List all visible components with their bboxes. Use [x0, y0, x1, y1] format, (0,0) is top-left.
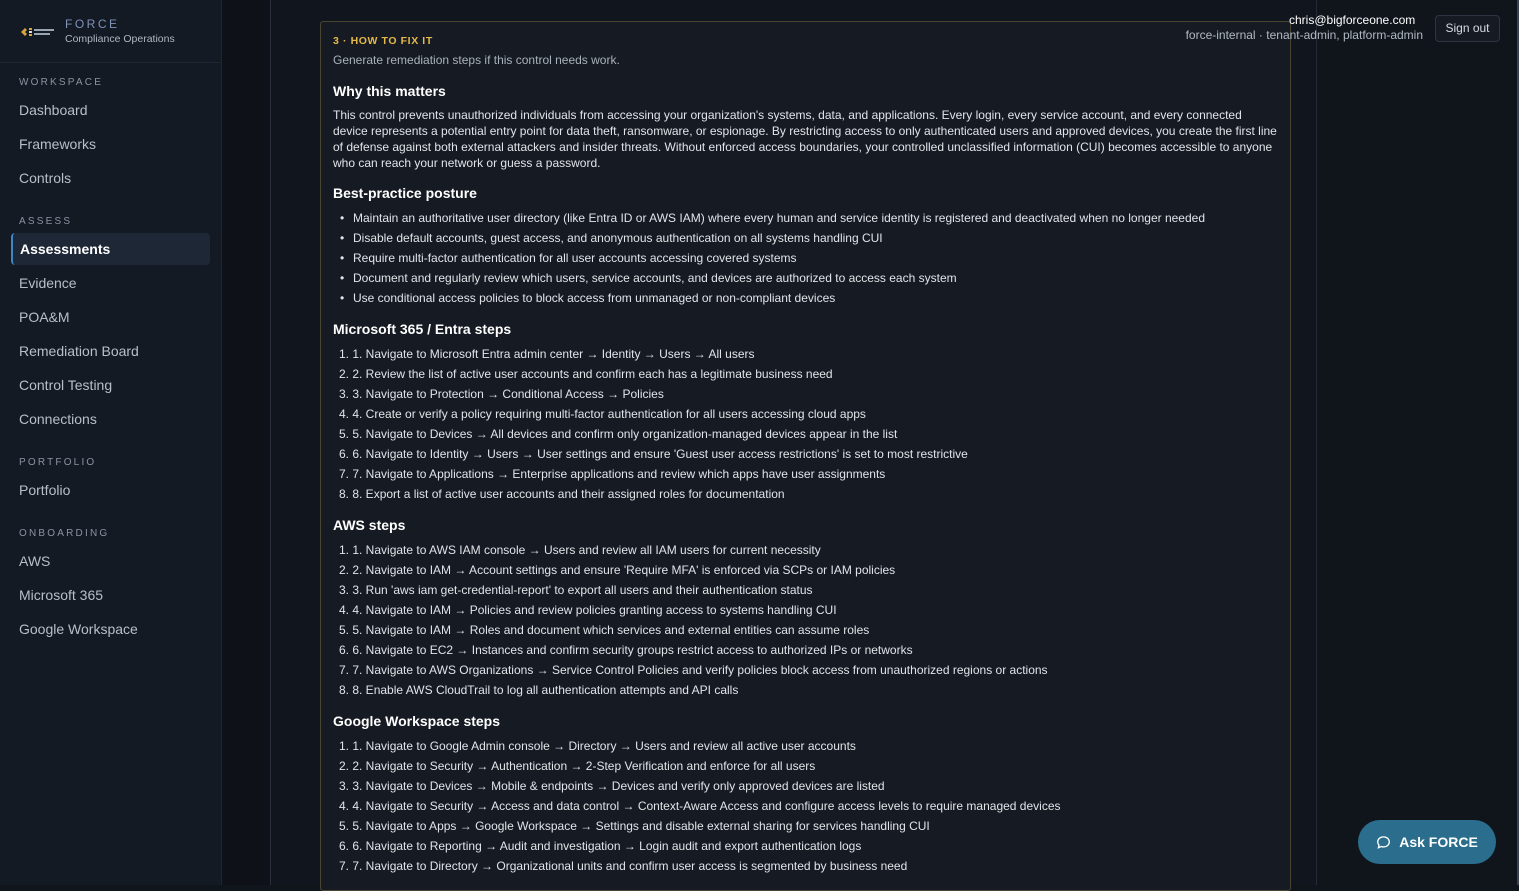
ask-force-button[interactable]: [1358, 820, 1496, 864]
list-item: 2. 2. Review the list of active user accounts and confirm each has a legitimate business need: [339, 367, 833, 381]
aws-heading: AWS steps: [333, 517, 406, 533]
sidebar: [0, 0, 222, 885]
m365-heading: Microsoft 365 / Entra steps: [333, 321, 512, 337]
sidebar-item-control-testing[interactable]: Control Testing: [19, 377, 113, 393]
list-item: 7. 7. Navigate to AWS Organizations → Service Control Policies and verify policies block access from unauthorized regions or actions: [339, 663, 1048, 677]
user-email: chris@bigforceone.com: [1289, 13, 1416, 27]
sidebar-item-evidence[interactable]: Evidence: [19, 275, 77, 291]
best-practice-list: [333, 208, 1283, 308]
list-item: 6. 6. Navigate to Reporting → Audit and investigation → Login audit and export authentication logs: [339, 839, 862, 853]
list-item: 3. 3. Navigate to Protection → Conditional Access → Policies: [339, 387, 664, 401]
nav-section-assess: ASSESS: [19, 216, 73, 227]
sidebar-item-microsoft-365[interactable]: Microsoft 365: [19, 587, 104, 603]
step-description: Generate remediation steps if this control needs work.: [333, 53, 620, 67]
list-item: 6. 6. Navigate to EC2 → Instances and confirm security groups restrict access to authorized IPs or networks: [339, 643, 913, 657]
sidebar-item-poam[interactable]: POA&M: [19, 309, 70, 325]
aws-steps-list: [333, 540, 1283, 700]
sidebar-item-portfolio[interactable]: Portfolio: [19, 482, 71, 498]
sidebar-item-controls[interactable]: Controls: [19, 170, 72, 186]
brand-header: [0, 0, 221, 63]
list-item: 3. 3. Navigate to Devices → Mobile & endpoints → Devices and verify only approved devices are listed: [339, 779, 885, 793]
list-item: 4. 4. Navigate to IAM → Policies and review policies granting access to systems handling CUI: [339, 603, 837, 617]
list-item: 6. 6. Navigate to Identity → Users → User settings and ensure 'Guest user access restrictions' is set to most restrictive: [339, 447, 968, 461]
nav-section-portfolio: PORTFOLIO: [19, 457, 97, 468]
list-item: 5. 5. Navigate to IAM → Roles and document which services and external entities can assume roles: [339, 623, 870, 637]
sidebar-item-dashboard[interactable]: Dashboard: [19, 102, 88, 118]
sidebar-item-connections[interactable]: Connections: [19, 411, 97, 427]
list-item: 1. 1. Navigate to AWS IAM console → Users and review all IAM users for current necessity: [339, 543, 821, 557]
list-item: 7. 7. Navigate to Applications → Enterprise applications and review which apps have user assignments: [339, 467, 886, 481]
list-item: 2. 2. Navigate to IAM → Account settings and ensure 'Require MFA' is enforced via SCPs or IAM policies: [339, 563, 896, 577]
user-roles: force-internal · tenant-admin, platform-admin: [1185, 28, 1423, 42]
force-logo-icon: [20, 25, 56, 39]
list-item: • Use conditional access policies to block access from unmanaged or non-compliant devices: [333, 288, 1283, 308]
gws-steps-list: [333, 736, 1283, 876]
nav-section-workspace: WORKSPACE: [19, 77, 104, 88]
why-heading: Why this matters: [333, 83, 446, 99]
why-text: This control prevents unauthorized individuals from accessing your organization's systems, data, and applications. Every login, every service account, and every connected device represents a potential entry point for data theft, ransomware, or espionage. By restricting access to only authenticated users and approved devices, you create the first line of defense against both external attackers and insider threats. Without enforced access boundaries, your controlled unclassified information (CUI) becomes accessible to anyone who can reach your network or guess a password.: [333, 108, 1277, 170]
list-item: 7. 7. Navigate to Directory → Organizational units and confirm user access is segmented by business need: [339, 859, 908, 873]
sidebar-item-assessments[interactable]: Assessments: [11, 233, 210, 265]
list-item: 8. 8. Export a list of active user accounts and their assigned roles for documentation: [339, 487, 785, 501]
sidebar-item-remediation-board[interactable]: Remediation Board: [19, 343, 139, 359]
best-practice-heading: Best-practice posture: [333, 185, 477, 201]
sidebar-item-frameworks[interactable]: Frameworks: [19, 136, 97, 152]
nav-section-onboarding: ONBOARDING: [19, 528, 110, 539]
list-item: 5. 5. Navigate to Devices → All devices and confirm only organization-managed devices appear in the list: [339, 427, 898, 441]
content-gutter: [222, 0, 271, 885]
list-item: • Maintain an authoritative user directory (like Entra ID or AWS IAM) where every human and service identity is registered and deactivated when no longer needed: [333, 208, 1283, 228]
list-item: 1. 1. Navigate to Google Admin console → Directory → Users and review all active user accounts: [339, 739, 856, 753]
list-item: 8. 8. Enable AWS CloudTrail to log all authentication attempts and API calls: [339, 683, 739, 697]
list-item: • Require multi-factor authentication for all user accounts accessing covered systems: [333, 248, 1283, 268]
sidebar-item-aws[interactable]: AWS: [19, 553, 51, 569]
right-rail: [1316, 0, 1519, 885]
brand-subtitle: Compliance Operations: [65, 33, 175, 45]
ask-force-label: Ask FORCE: [1399, 834, 1478, 850]
list-item: 2. 2. Navigate to Security → Authentication → 2-Step Verification and enforce for all users: [339, 759, 816, 773]
sign-out-button[interactable]: Sign out: [1435, 15, 1500, 42]
list-item: • Document and regularly review which users, service accounts, and devices are authorized to access each system: [333, 268, 1283, 288]
sidebar-item-google-workspace[interactable]: Google Workspace: [19, 621, 138, 637]
list-item: • Disable default accounts, guest access, and anonymous authentication on all systems handling CUI: [333, 228, 1283, 248]
brand-name: FORCE: [65, 17, 120, 31]
step-label: 3 · HOW TO FIX IT: [333, 35, 433, 47]
list-item: 4. 4. Navigate to Security → Access and data control → Context-Aware Access and configure access levels to require managed devices: [339, 799, 1061, 813]
list-item: 3. 3. Run 'aws iam get-credential-report' to export all users and their authentication status: [339, 583, 813, 597]
m365-steps-list: [333, 344, 1283, 504]
list-item: 5. 5. Navigate to Apps → Google Workspace → Settings and disable external sharing for services handling CUI: [339, 819, 930, 833]
chat-bubble-icon: [1376, 835, 1391, 850]
list-item: 1. 1. Navigate to Microsoft Entra admin center → Identity → Users → All users: [339, 347, 755, 361]
list-item: 4. 4. Create or verify a policy requiring multi-factor authentication for all users accessing cloud apps: [339, 407, 866, 421]
gws-heading: Google Workspace steps: [333, 713, 501, 729]
